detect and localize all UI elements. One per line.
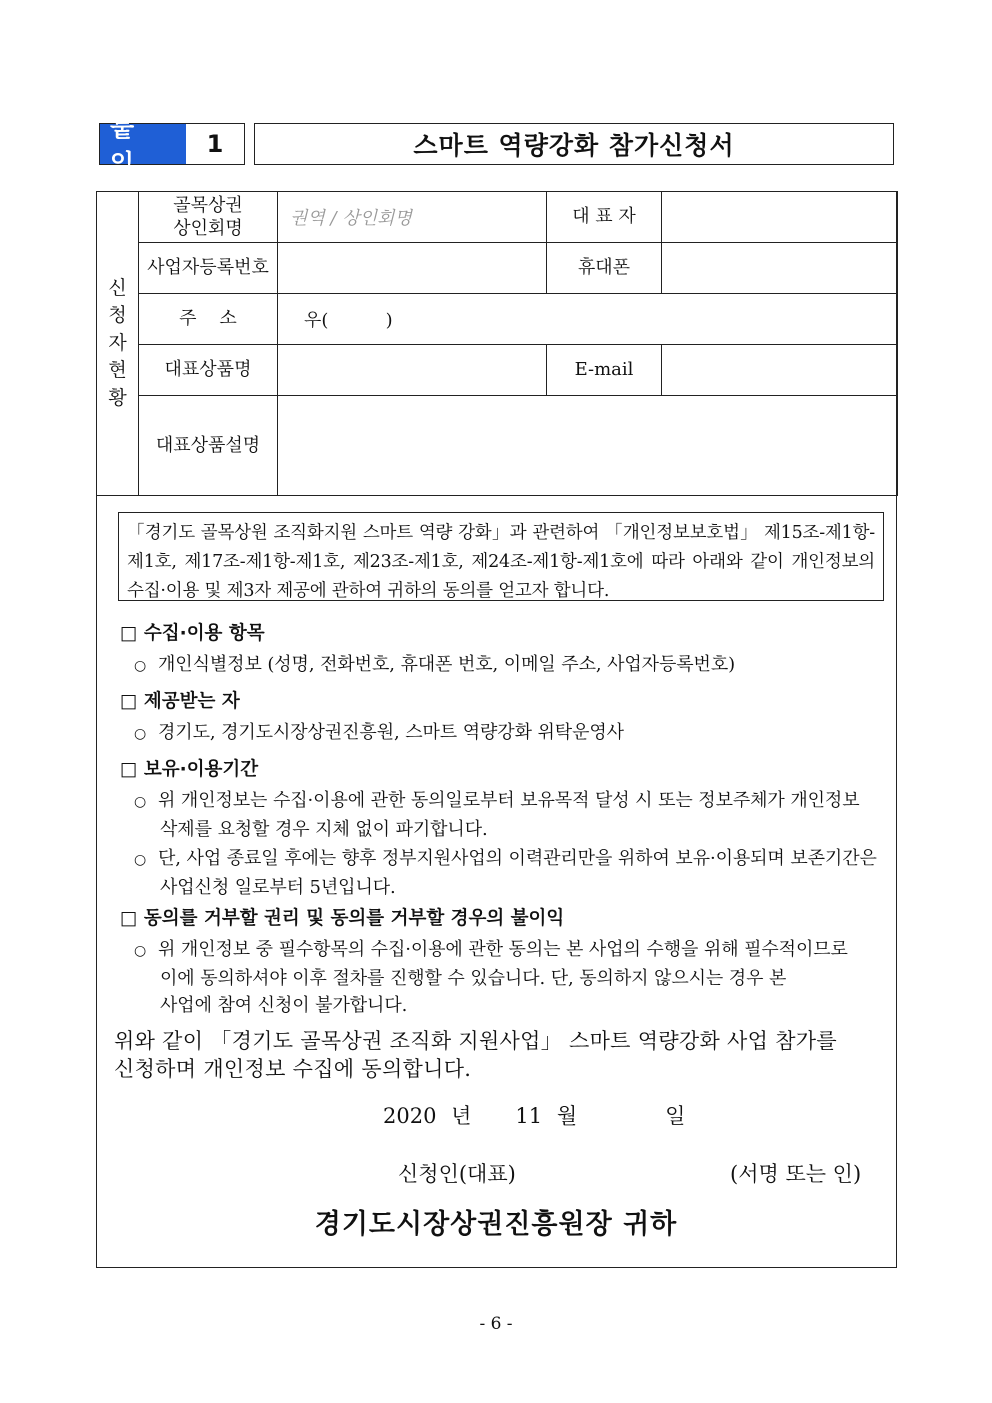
section-heading-recipients: □ 제공받는 자 [120, 691, 240, 712]
section-char: 황 [108, 386, 127, 409]
list-item: ○ 개인식별정보 (성명, 전화번호, 휴대폰 번호, 이메일 주소, 사업자등록번호) [134, 651, 894, 680]
section-heading-collect-items: □ 수집·이용 항목 [120, 623, 265, 644]
list-item: ○ 위 개인정보 중 필수항목의 수집·이용에 관한 동의는 본 사업의 수행을 위해 필수적이므로 이에 동의하셔야 이후 절차를 진행할 수 있습니다. 단, 동의하지 않으시는 경우 본 사업에 참여 신청이 불가합니다. [134, 939, 848, 1016]
attachment-label: 붙임 [100, 124, 186, 164]
applicant-label: 신청인(대표) [398, 1162, 516, 1186]
attachment-number: 1 [206, 130, 224, 158]
applicant-table [96, 191, 898, 496]
consent-intro-box: 「경기도 골목상원 조직화지원 스마트 역량 강화」과 관련하여 「개인정보보호법」 제15조-제1항-제1호, 제17조-제1항-제1호, 제23조-제1호, 제24조-제1항-제1호에 따라 아래와 같이 개인정보의 수집·이용 및 제3자 제공에 관하여 귀하의 동의를 얻고자 합니다. [118, 512, 884, 601]
section-char: 현 [108, 359, 127, 382]
address-label: 주 소 [139, 294, 278, 345]
page-number: - 6 - [479, 1314, 513, 1334]
business-reg-label: 사업자등록번호 [139, 243, 278, 294]
list-item: ○ 경기도, 경기도시장상권진흥원, 스마트 역량강화 위탁운영사 [134, 719, 894, 748]
email-label: E-mail [547, 345, 662, 396]
association-label: 골목상권 상인회명 [139, 192, 278, 243]
applicant-section-label [97, 192, 139, 496]
section-char: 자 [108, 331, 127, 354]
list-item: ○ 단, 사업 종료일 후에는 향후 정부지원사업의 이력관리만을 위하여 보유·이용되며 보존기간은 사업신청 일로부터 5년입니다. [134, 848, 877, 898]
section-heading-retention: □ 보유·이용기간 [120, 759, 259, 780]
representative-label: 대 표 자 [547, 192, 662, 243]
mobile-field[interactable] [662, 243, 898, 294]
bullet-icon: ○ [134, 943, 147, 959]
bullet-icon: ○ [134, 658, 147, 674]
recipient-line: 경기도시장상권진흥원장 귀하 [314, 1209, 678, 1240]
bullet-icon: ○ [134, 852, 147, 868]
list-item: ○ 위 개인정보는 수집·이용에 관한 동의일로부터 보유목적 달성 시 또는 정보주체가 개인정보 삭제를 요청할 경우 지체 없이 파기합니다. [134, 790, 860, 840]
address-field[interactable]: 우( ) [278, 294, 898, 345]
business-reg-field[interactable] [278, 243, 547, 294]
section-heading-refusal-right: □ 동의를 거부할 권리 및 동의를 거부할 경우의 불이익 [120, 908, 565, 929]
section-char: 신 [108, 276, 127, 299]
association-field[interactable]: 권역 / 상인회명 [278, 192, 547, 243]
bullet-icon: ○ [134, 726, 147, 742]
bullet-icon: ○ [134, 794, 147, 810]
attachment-tag [99, 113, 245, 178]
signature-label: (서명 또는 인) [730, 1162, 862, 1186]
email-field[interactable] [662, 345, 898, 396]
representative-field[interactable] [662, 192, 898, 243]
application-date: 2020 년 11 월 일 [383, 1104, 686, 1128]
product-name-field[interactable] [278, 345, 547, 396]
product-desc-label: 대표상품설명 [139, 396, 278, 496]
section-char: 청 [108, 304, 127, 327]
document-title: 스마트 역량강화 참가신청서 [254, 123, 894, 165]
product-desc-field[interactable] [278, 396, 898, 496]
declaration-text: 위와 같이 「경기도 골목상권 조직화 지원사업」 스마트 역량강화 사업 참가를 신청하며 개인정보 수집에 동의합니다. [114, 1029, 837, 1081]
mobile-label: 휴대폰 [547, 243, 662, 294]
product-name-label: 대표상품명 [139, 345, 278, 396]
